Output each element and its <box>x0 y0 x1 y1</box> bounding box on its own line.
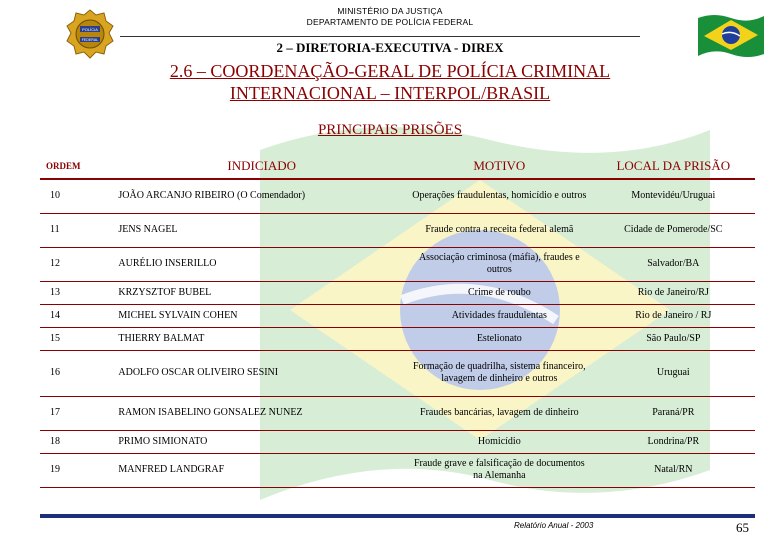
cell-indiciado: JOÃO ARCANJO RIBEIRO (O Comendador) <box>116 179 407 213</box>
header-ordem: ORDEM <box>40 154 116 179</box>
cell-ordem: 16 <box>40 350 116 396</box>
cell-motivo: Formação de quadrilha, sistema financeiro, lavagem de dinheiro e outros <box>407 350 592 396</box>
report-footer: Relatório Anual - 2003 <box>514 521 594 530</box>
table-row <box>40 430 755 453</box>
cell-ordem: 12 <box>40 247 116 281</box>
table-row <box>40 350 755 396</box>
table-row <box>40 327 755 350</box>
cell-local: Salvador/BA <box>592 247 755 281</box>
cell-motivo: Fraude grave e falsificação de documentos na Alemanha <box>407 453 592 487</box>
cell-motivo: Crime de roubo <box>407 281 592 304</box>
cell-indiciado: ADOLFO OSCAR OLIVEIRO SESINI <box>116 350 407 396</box>
cell-motivo: Estelionato <box>407 327 592 350</box>
cell-motivo: Associação criminosa (máfia), fraudes e outros <box>407 247 592 281</box>
page-title <box>0 60 780 104</box>
header-indiciado: INDICIADO <box>116 154 407 179</box>
cell-motivo: Fraude contra a receita federal alemã <box>407 213 592 247</box>
cell-local: São Paulo/SP <box>592 327 755 350</box>
cell-local: Paraná/PR <box>592 396 755 430</box>
cell-ordem: 18 <box>40 430 116 453</box>
ministry-name: MINISTÉRIO DA JUSTIÇA <box>337 6 443 16</box>
badge-text-top: POLÍCIA <box>82 27 98 32</box>
cell-indiciado: RAMON ISABELINO GONSALEZ NUNEZ <box>116 396 407 430</box>
cell-indiciado: JENS NAGEL <box>116 213 407 247</box>
cell-local: Londrina/PR <box>592 430 755 453</box>
footer-divider <box>40 514 755 518</box>
department-name: DEPARTAMENTO DE POLÍCIA FEDERAL <box>306 17 474 27</box>
cell-local: Montevidéu/Uruguai <box>592 179 755 213</box>
table-row <box>40 304 755 327</box>
cell-ordem: 14 <box>40 304 116 327</box>
table-header-row <box>40 154 755 179</box>
cell-local: Rio de Janeiro / RJ <box>592 304 755 327</box>
cell-ordem: 17 <box>40 396 116 430</box>
page-title-line2: INTERNACIONAL – INTERPOL/BRASIL <box>229 83 551 103</box>
header-local: LOCAL DA PRISÃO <box>592 154 755 179</box>
cell-motivo: Operações fraudulentas, homicídio e outros <box>407 179 592 213</box>
cell-ordem: 19 <box>40 453 116 487</box>
ministry-header <box>0 6 780 28</box>
page-title-line1: 2.6 – COORDENAÇÃO-GERAL DE POLÍCIA CRIMINAL <box>169 61 611 81</box>
table-row <box>40 281 755 304</box>
cell-indiciado: THIERRY BALMAT <box>116 327 407 350</box>
cell-motivo: Fraudes bancárias, lavagem de dinheiro <box>407 396 592 430</box>
arrests-table <box>40 154 755 488</box>
cell-ordem: 13 <box>40 281 116 304</box>
cell-local: Cidade de Pomerode/SC <box>592 213 755 247</box>
cell-ordem: 15 <box>40 327 116 350</box>
cell-local: Rio de Janeiro/RJ <box>592 281 755 304</box>
cell-ordem: 10 <box>40 179 116 213</box>
table-row <box>40 396 755 430</box>
table-row <box>40 453 755 487</box>
directorate-subtitle: 2 – DIRETORIA-EXECUTIVA - DIREX <box>276 40 504 55</box>
cell-indiciado: MICHEL SYLVAIN COHEN <box>116 304 407 327</box>
cell-motivo: Homicídio <box>407 430 592 453</box>
table-row <box>40 213 755 247</box>
table-row <box>40 247 755 281</box>
cell-indiciado: PRIMO SIMIONATO <box>116 430 407 453</box>
cell-indiciado: AURÉLIO INSERILLO <box>116 247 407 281</box>
cell-local: Natal/RN <box>592 453 755 487</box>
cell-motivo: Atividades fraudulentas <box>407 304 592 327</box>
cell-local: Uruguai <box>592 350 755 396</box>
cell-indiciado: KRZYSZTOF BUBEL <box>116 281 407 304</box>
section-title: PRINCIPAIS PRISÕES <box>317 122 463 138</box>
header-divider <box>120 36 640 37</box>
badge-text-bottom: FEDERAL <box>81 38 99 42</box>
cell-ordem: 11 <box>40 213 116 247</box>
header-motivo: MOTIVO <box>407 154 592 179</box>
table-row <box>40 179 755 213</box>
page-number: 65 <box>736 520 749 535</box>
cell-indiciado: MANFRED LANDGRAF <box>116 453 407 487</box>
